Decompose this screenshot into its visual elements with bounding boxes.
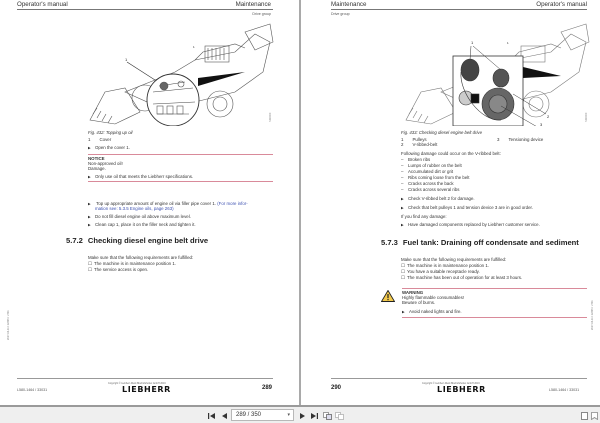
svg-text:1: 1	[471, 40, 474, 45]
figure-caption: Fig. 432: Topping up oil	[88, 130, 133, 135]
subheader: Drive group	[331, 12, 350, 16]
svg-text:1: 1	[507, 41, 509, 45]
svg-text:SD0000: SD0000	[585, 112, 588, 122]
requirement-item: ☐ The machine is in maintenance position 1.	[401, 263, 489, 269]
notice-line1: Non-approved oil!	[88, 161, 123, 166]
legend-item: 3 Tensioning device	[497, 137, 544, 142]
if-damage: If you find any damage:	[401, 214, 447, 219]
step-max-level: ▶ Do not fill diesel engine oil above maximum level.	[88, 214, 191, 220]
figure-topping-up-oil	[85, 22, 275, 126]
wheel-loader-belt-illustration	[401, 22, 591, 126]
prev-page-button[interactable]	[220, 410, 228, 421]
header-rule	[17, 9, 273, 10]
warning-title: WARNING	[402, 290, 424, 295]
step-clean-cap: ▶ Clean cap 1, place it on the filler neck and tighten it.	[88, 222, 196, 228]
header-left: Operator's manual	[17, 1, 68, 8]
copyright: Copyright © Liebherr-Werk Bischofshofen GmbH 2016	[422, 382, 480, 385]
subheader: Drive group	[252, 12, 271, 16]
wheel-loader-illustration	[85, 22, 275, 126]
figure-belt-drive	[401, 22, 591, 126]
page-dropdown-icon[interactable]: ▾	[287, 412, 290, 418]
copyright: Copyright © Liebherr-Werk Bischofshofen GmbH 2016	[108, 382, 166, 385]
damage-item: – Broken ribs	[401, 157, 430, 163]
header-left: Maintenance	[331, 1, 367, 8]
notice-line2: Damage.	[88, 166, 106, 171]
header-rule	[331, 9, 587, 10]
footer-rule	[331, 378, 587, 379]
requirement-item: ☐ The machine has been out of operation for at least 3 hours.	[401, 275, 522, 281]
engine-oils-link[interactable]: (For more infor-	[217, 201, 248, 206]
warning-bottom-rule	[402, 317, 587, 318]
requirement-item: ☐ You have a suitable receptacle ready.	[401, 269, 480, 275]
check-belt: ▶ Check V-ribbed belt 2 for damage.	[401, 196, 475, 202]
notice-bottom-rule	[88, 181, 273, 182]
requirement-item: ☐ The machine is in maintenance position 1.	[88, 261, 176, 267]
prev-page-icon	[222, 413, 227, 419]
liebherr-logo: LIEBHERR	[437, 385, 486, 394]
single-page-view-button[interactable]	[580, 410, 588, 421]
step-top-up: ▶ Top up appropriate amount of engine oil via filler pipe cover 1. (For more infor-	[88, 201, 248, 207]
legend-item: 1 Cover	[88, 137, 112, 142]
first-page-icon	[208, 413, 215, 419]
liebherr-logo: LIEBHERR	[122, 385, 171, 394]
engine-oils-link-cont[interactable]: mation see: 5.3.5 Engine oils, page 263)	[95, 206, 174, 211]
damage-item: – Ribs coming loose from the belt	[401, 175, 470, 181]
svg-text:1: 1	[193, 45, 195, 49]
last-page-icon	[311, 413, 318, 419]
damage-item: – Lumps of rubber on the belt	[401, 163, 462, 169]
footer-rule	[17, 378, 273, 379]
section-heading-572: 5.7.2 Checking diesel engine belt drive	[66, 236, 209, 245]
side-margin-text: 2017-04-11 / 12345 / LH01	[591, 300, 594, 330]
last-page-button[interactable]	[310, 410, 319, 421]
bookmark-icon	[591, 412, 598, 420]
header-right: Operator's manual	[536, 1, 587, 8]
step-open-cover: ▶ Open the cover 1.	[88, 145, 130, 151]
page-290	[301, 0, 600, 405]
forward-view-icon	[335, 412, 344, 420]
page-number: 289	[262, 385, 273, 391]
damage-intro: Following damage could occur on the V-ribbed belt:	[401, 151, 501, 156]
back-view-icon	[323, 412, 332, 420]
doc-id: L580-1464 / 33031	[549, 388, 580, 392]
side-margin-text: 2017-04-11 / 12345 / LH01	[7, 310, 10, 340]
warning-action: ▶ Avoid naked lights and fire.	[402, 309, 462, 315]
svg-text:3: 3	[540, 122, 543, 126]
page-number: 290	[331, 385, 342, 391]
next-page-icon	[300, 413, 305, 419]
page-289	[0, 0, 301, 405]
damage-item: – Cracks across several ribs	[401, 187, 459, 193]
requirements-intro: Make sure that the following requirements are fulfilled:	[401, 257, 507, 262]
single-page-icon	[581, 412, 588, 420]
back-view-button[interactable]	[322, 410, 332, 421]
navigation-toolbar	[0, 405, 600, 423]
legend-item: 1 Pulleys	[401, 137, 427, 142]
warning-line2: Beware of burns.	[402, 300, 436, 305]
bookmark-button[interactable]	[590, 410, 598, 421]
legend-item: 2 V-ribbed-belt	[401, 142, 438, 147]
damage-action: ▶ Have damaged components replaced by Liebherr customer service.	[401, 222, 540, 228]
header-right: Maintenance	[235, 1, 271, 8]
warning-triangle-icon	[381, 290, 395, 302]
notice-action: ▶ Only use oil that meets the Liebherr specifications.	[88, 174, 193, 180]
notice-top-rule	[88, 154, 273, 155]
check-pulleys: ▶ Check that belt pulleys 1 and tension device 3 are in good order.	[401, 205, 533, 211]
figure-caption: Fig. 433: Checking diesel engine belt drive	[401, 130, 482, 135]
damage-item: – Cracks across the back	[401, 181, 454, 187]
svg-text:SD0000: SD0000	[269, 112, 272, 122]
svg-text:2: 2	[547, 114, 550, 119]
warning-top-rule	[402, 288, 587, 289]
warning-line1: Highly flammable consumables!	[402, 295, 464, 300]
doc-id: L580-1464 / 33031	[17, 388, 48, 392]
forward-view-button[interactable]	[334, 410, 344, 421]
section-heading-573: 5.7.3 Fuel tank: Draining off condensate and sediment	[381, 238, 579, 247]
notice-title: NOTICE	[88, 156, 105, 161]
page-number-input[interactable]: 289 / 350 ▾	[231, 409, 294, 421]
damage-item: – Accumulated dirt or grit	[401, 169, 453, 175]
requirements-intro: Make sure that the following requirements are fulfilled:	[88, 255, 194, 260]
svg-text:1: 1	[125, 57, 128, 62]
first-page-button[interactable]	[207, 410, 216, 421]
requirement-item: ☐ The service access is open.	[88, 267, 148, 273]
next-page-button[interactable]	[298, 410, 306, 421]
